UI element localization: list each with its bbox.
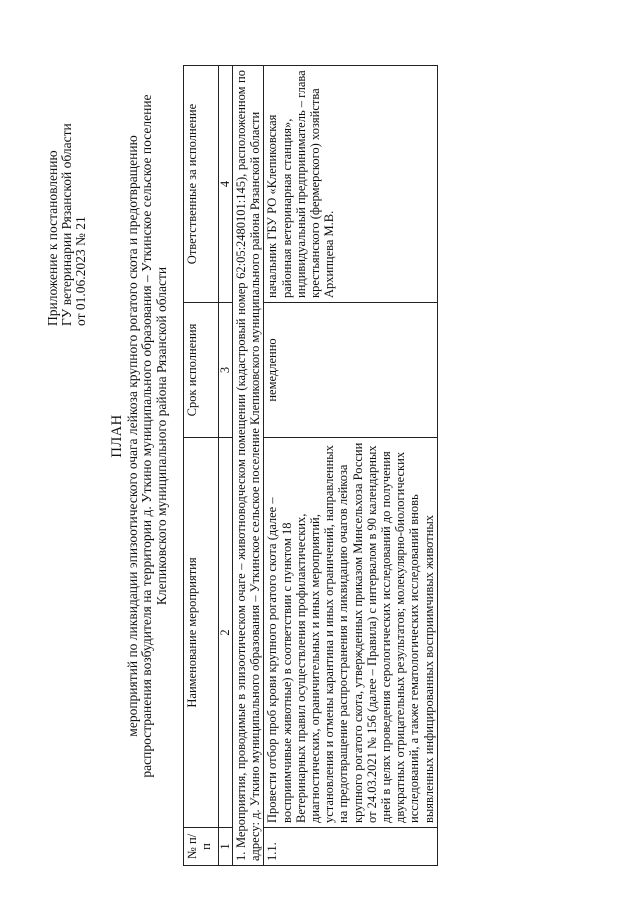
- appendix-line: ГУ ветеринарии Рязанской области: [59, 123, 74, 326]
- column-index: 1: [219, 828, 233, 866]
- plan-table: [183, 65, 438, 866]
- header-name: Наименование мероприятия: [184, 438, 219, 828]
- title-line: мероприятий по ликвидации эпизоотического очага лейкоза крупного рогатого скота и предотвращению: [124, 135, 140, 737]
- measure-term: немедленно: [264, 303, 437, 438]
- title-line: распространения возбудителя на территории д. Уткино муниципального образования – Уткинское сельское поселение: [139, 94, 154, 778]
- header-num: № п/п: [184, 828, 219, 866]
- measure-responsible: начальник ГБУ РО «Клепиковская районная ветеринарная станция», индивидуальный предприниматель – глава крестьянского (фермерского) хозяйства Архипцева М.В.: [264, 66, 437, 303]
- section-row: [233, 66, 264, 866]
- appendix-line: от 01.06.2023 № 21: [73, 216, 88, 326]
- document-title: [110, 46, 169, 826]
- section-title: 1. Мероприятия, проводимые в эпизоотическом очаге – животноводческом помещении (кадастровый номер 62:05:2480101:145), расположенном по адресу: д. Уткино муниципального образования – Уткинское сельское поселение Клепиковского муниципального района Рязанской области: [233, 66, 264, 866]
- column-index: 3: [219, 303, 233, 438]
- column-index: 2: [219, 438, 233, 828]
- column-index: 4: [219, 66, 233, 303]
- header-responsible: Ответственные за исполнение: [184, 66, 219, 303]
- plan-heading: ПЛАН: [109, 414, 125, 458]
- title-line: Клепиковского муниципального района Рязанской области: [153, 266, 169, 606]
- measure-name: Провести отбор проб крови крупного рогатого скота (далее – восприимчивые животные) в соответствии с пунктом 18 Ветеринарных правил осуществления профилактических, диагностических, ограничительных и иных мероприятий, установления и отмены карантина и иных ограничений, направленных на предотвращение распространения и ликвидацию очагов лейкоза крупного рогатого скота, утвержденных приказом Минсельхоза России от 24.03.2021 № 156 (далее – Правила) с интервалом в 90 календарных дней в целях проведения серологических исследований до получения двукратных отрицательных результатов; молекулярно-биологических исследований, а также гематологических исследований вновь выявленных инфицированных восприимчивых животных: [264, 438, 437, 828]
- table-header-row: [184, 66, 219, 866]
- header-term: Срок исполнения: [184, 303, 219, 438]
- table-row: [264, 66, 437, 866]
- row-number: 1.1.: [264, 828, 437, 866]
- appendix-line: Приложение к постановлению: [45, 150, 60, 326]
- table-index-row: [219, 66, 233, 866]
- appendix-header: [46, 26, 88, 326]
